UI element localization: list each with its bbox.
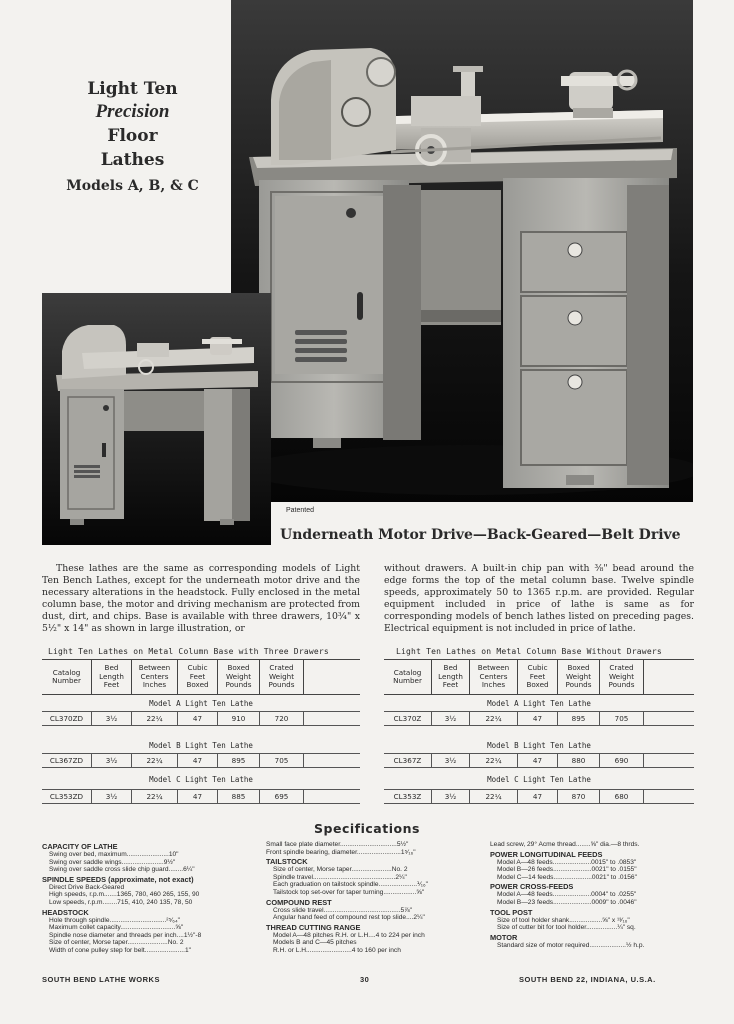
spec-item: Spindle nose diameter and threads per inch....1½"-8 (49, 931, 202, 939)
spec-item: Model B—26 feeds.....................0021" to .0155" (497, 866, 637, 874)
table-cell: 47 (518, 754, 558, 767)
spec-item: Models B and C—45 pitches (273, 939, 357, 947)
table-row (42, 753, 360, 768)
spec-item: Low speeds, r.p.m........715, 410, 240 135, 78, 50 (49, 898, 193, 906)
spec-item: Size of center, Morse taper......................No. 2 (49, 939, 184, 947)
table-group-label: Model B Light Ten Lathe (149, 741, 253, 750)
spec-item: Swing over saddle cross slide chip guard........6¼" (49, 866, 195, 874)
table-left-header (42, 659, 360, 695)
floor-lathe-with-drawers-photo (231, 0, 693, 502)
table-cell: 22¼ (132, 790, 178, 803)
table-cell: CL367ZD (42, 754, 92, 767)
table-cell: 47 (178, 790, 218, 803)
spec-item: Model C—14 feeds.....................0021" to .0156" (497, 873, 637, 881)
table-header-boxed-weight: Boxed Weight Pounds (558, 660, 600, 694)
title-line-models: Models A, B, & C (66, 178, 199, 194)
spec-heading: MOTOR (490, 932, 518, 942)
spec-item: Size of cutter bit for tool holder.................¼" sq. (497, 924, 636, 932)
table-header-between-centers: Between Centers Inches (470, 660, 518, 694)
spec-heading: POWER LONGITUDINAL FEEDS (490, 849, 603, 859)
spec-item: Angular hand feed of compound rest top slide....2¼" (273, 914, 425, 922)
table-cell: 695 (260, 790, 304, 803)
table-group-label: Model A Light Ten Lathe (149, 699, 253, 708)
table-cell: 47 (178, 754, 218, 767)
table-cell: 3½ (432, 790, 470, 803)
footer-address: SOUTH BEND 22, INDIANA, U.S.A. (519, 975, 656, 984)
table-cell: CL353ZD (42, 790, 92, 803)
spec-heading: CAPACITY OF LATHE (42, 842, 118, 851)
table-row (42, 789, 360, 804)
spec-item: Model A—48 feeds.....................0004" to .0255" (497, 891, 637, 899)
title-line-lathes: Lathes (100, 150, 165, 170)
headline: Underneath Motor Drive—Back-Geared—Belt Drive (280, 527, 681, 543)
floor-lathe-without-drawers-photo (42, 293, 271, 545)
table-cell: 3½ (92, 790, 132, 803)
table-cell: 690 (600, 754, 644, 767)
table-right-caption: Light Ten Lathes on Metal Column Base Without Drawers (396, 647, 662, 656)
title-line-precision: Precision (95, 101, 170, 122)
table-cell: 870 (558, 790, 600, 803)
table-row (384, 711, 694, 726)
spec-item: Swing over saddle wings.......................9½" (49, 858, 176, 866)
table-cell: 895 (218, 754, 260, 767)
table-cell: 22¼ (132, 754, 178, 767)
table-row (42, 711, 360, 726)
table-group-label: Model C Light Ten Lathe (487, 775, 591, 784)
description-paragraph-left: These lathes are the same as corresponding models of Light Ten Bench Lathes, except for the underneath motor drive and the necessary alterations in the headstock. Fully enclosed in the metal column base, the motor and driving mechanism are protected from dust, dirt, and chips. Base is available with three drawers, 10¾" x 5½" x 14" as shown in large illustration, or (42, 563, 360, 634)
table-row (384, 789, 694, 804)
table-left (42, 659, 360, 809)
spec-item: Spindle travel.............................................2¼" (273, 873, 407, 881)
spec-item: Size of tool holder shank..................⅝" x ¹³⁄₁₆" (497, 916, 630, 924)
table-cell: 22¼ (470, 754, 518, 767)
spec-heading: POWER CROSS-FEEDS (490, 882, 574, 892)
table-cell: 22¼ (132, 712, 178, 725)
table-cell: CL367Z (384, 754, 432, 767)
table-cell: 47 (518, 712, 558, 725)
spec-item: Standard size of motor required....................½ h.p. (497, 941, 645, 949)
table-cell: 3½ (432, 712, 470, 725)
spec-heading: THREAD CUTTING RANGE (266, 922, 361, 932)
table-cell: 3½ (92, 712, 132, 725)
description-paragraph-right: without drawers. A built-in chip pan with ⅜" bead around the edge forms the top of the metal column base. Twelve spindle speeds, approximately 50 to 1365 r.p.m. are provided. Regular equipment included in price of lathe is same as for corresponding models of bench lathes listed on preceding pages. Electrical equipment is not included in price of lathe. (384, 563, 694, 634)
spec-item: Model A—48 feeds.....................0015" to .0853" (497, 858, 637, 866)
page-number: 30 (360, 975, 370, 984)
spec-heading: SPINDLE SPEEDS (approximate, not exact) (42, 874, 194, 884)
table-cell: 895 (558, 712, 600, 725)
table-cell: 22¼ (470, 790, 518, 803)
spec-item: High speeds, r.p.m.......1365, 780, 460 265, 155, 90 (49, 891, 200, 899)
footer-company: SOUTH BEND LATHE WORKS (42, 975, 160, 984)
title-line-light-ten: Light Ten (87, 79, 178, 99)
table-header-catalog: Catalog Number (42, 660, 92, 694)
floor-lathe-illustration (231, 0, 693, 502)
table-row (384, 753, 694, 768)
specifications-column-2 (266, 841, 474, 955)
table-cell: 47 (178, 712, 218, 725)
table-cell: 720 (260, 712, 304, 725)
table-cell: CL370ZD (42, 712, 92, 725)
table-cell: 880 (558, 754, 600, 767)
table-left-caption: Light Ten Lathes on Metal Column Base with Three Drawers (48, 647, 329, 656)
table-cell: CL370Z (384, 712, 432, 725)
spec-item: Width of cone pulley step for belt......................1" (49, 946, 191, 954)
spec-item: Size of center, Morse taper......................No. 2 (273, 866, 408, 874)
table-cell: 885 (218, 790, 260, 803)
table-header-bed-length: Bed Length Feet (92, 660, 132, 694)
table-cell: CL353Z (384, 790, 432, 803)
table-header-cubic-feet: Cubic Feet Boxed (178, 660, 218, 694)
spec-item: Hole through spindle...............................²⁵⁄₆₄" (49, 916, 180, 924)
table-group-label: Model B Light Ten Lathe (487, 741, 591, 750)
table-cell: 705 (600, 712, 644, 725)
table-header-crated-weight: Crated Weight Pounds (260, 660, 304, 694)
spec-item: R.H. or L.H.........................4 to 160 per inch (273, 946, 401, 954)
spec-item: Swing over bed, maximum.......................10" (49, 851, 179, 858)
specifications-column-3 (490, 841, 695, 949)
table-cell: 47 (518, 790, 558, 803)
spec-item: Model B—23 feeds.....................0009" to .0046" (497, 898, 637, 906)
table-cell: 22¼ (470, 712, 518, 725)
spec-item: Maximum collet capacity..............................⅝" (49, 924, 184, 932)
spec-item: Cross slide travel..........................................5⅞" (273, 906, 413, 914)
table-right-header (384, 659, 694, 695)
floor-lathe-small-illustration (42, 293, 271, 545)
spec-heading: COMPOUND REST (266, 897, 332, 907)
spec-item: Direct Drive Back-Geared (49, 883, 125, 891)
spec-item: Front spindle bearing, diameter........................1⁵⁄₁₆" (266, 848, 416, 856)
table-group-label: Model A Light Ten Lathe (487, 699, 591, 708)
patent-label: Patented (286, 507, 315, 514)
spec-heading: TAILSTOCK (266, 857, 308, 867)
table-header-catalog: Catalog Number (384, 660, 432, 694)
table-cell: 3½ (432, 754, 470, 767)
table-cell: 680 (600, 790, 644, 803)
table-header-between-centers: Between Centers Inches (132, 660, 178, 694)
spec-heading: TOOL POST (490, 907, 533, 917)
table-cell: 910 (218, 712, 260, 725)
title-line-floor: Floor (107, 126, 158, 146)
spec-heading: HEADSTOCK (42, 907, 89, 917)
table-header-cubic-feet: Cubic Feet Boxed (518, 660, 558, 694)
specifications-column-1 (42, 841, 262, 955)
spec-item: Lead screw, 29° Acme thread........⅝" dia.—8 thrds. (490, 841, 640, 848)
specifications-title: Specifications (314, 821, 420, 836)
table-cell: 3½ (92, 754, 132, 767)
spec-item: Each graduation on tailstock spindle.....................⅟₁₆" (273, 881, 429, 889)
table-header-crated-weight: Crated Weight Pounds (600, 660, 644, 694)
table-header-boxed-weight: Boxed Weight Pounds (218, 660, 260, 694)
table-group-label: Model C Light Ten Lathe (149, 775, 253, 784)
spec-item: Tailstock top set-over for taper turning..................⅝" (273, 888, 425, 896)
spec-item: Small face plate diameter...............................5½" (266, 841, 409, 848)
table-right (384, 659, 694, 809)
table-header-bed-length: Bed Length Feet (432, 660, 470, 694)
spec-item: Model A—48 pitches R.H. or L.H....4 to 224 per inch (273, 931, 425, 939)
table-cell: 705 (260, 754, 304, 767)
title-block (40, 78, 225, 198)
